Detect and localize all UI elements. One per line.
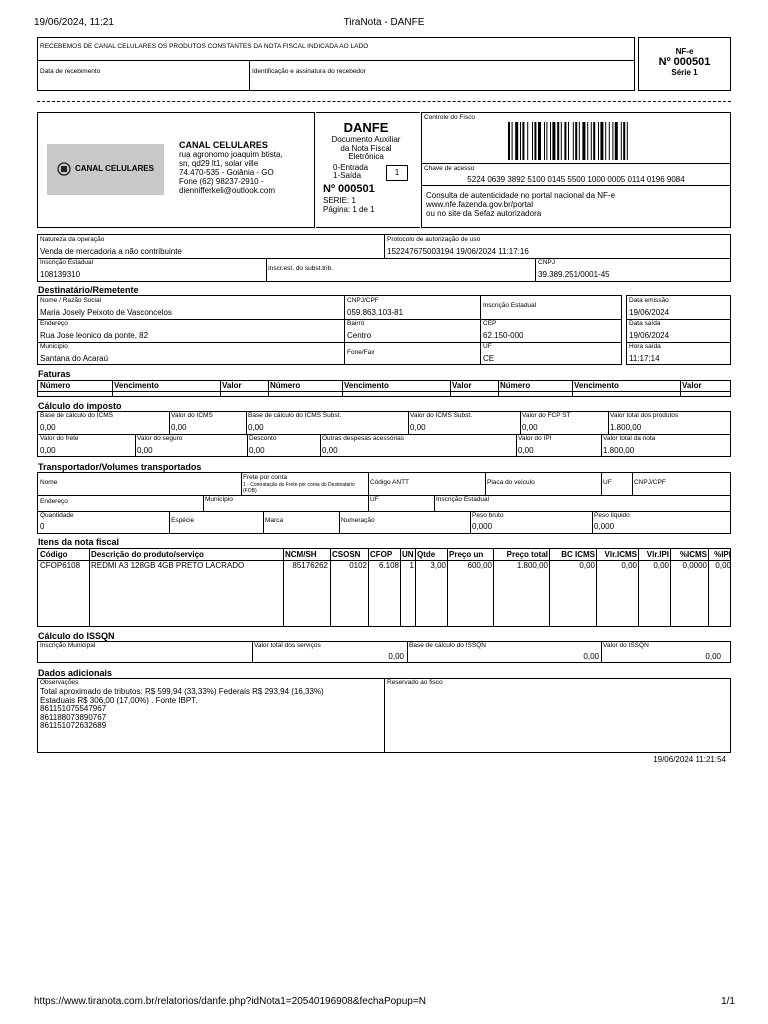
item-header-ipi-pct: %IPI — [714, 550, 731, 559]
issqn-valor-value: 0,00 — [705, 652, 721, 661]
item-qtde: 3,00 — [430, 561, 446, 570]
frete-value: 0,00 — [40, 446, 56, 455]
print-url[interactable]: https://www.tiranota.com.br/relatorios/danfe.php?idNota1=20540196908&fechaPopup=N — [34, 996, 426, 1007]
fcp-st-value: 0,00 — [522, 423, 538, 432]
nome-value: Maria Josely Peixoto de Vasconcelos — [40, 308, 172, 317]
item-header-un: UN — [402, 550, 414, 559]
transp-nome-label: Nome — [40, 479, 58, 486]
issqn-valor-label: Valor do ISSQN — [603, 642, 649, 649]
natureza-value: Venda de mercadoria a não contribuinte — [40, 247, 182, 256]
danfe-serie-page: SERIE: 1 Página: 1 de 1 — [323, 196, 375, 214]
receipt-number: Nº 000501 — [658, 56, 711, 68]
quantidade-label: Quantidade — [40, 512, 74, 519]
peso-bruto-label: Peso bruto — [472, 512, 504, 519]
item-csosn: 0102 — [349, 561, 367, 570]
bc-icms-label: Base de cálculo do ICMS — [40, 412, 113, 419]
seguro-value: 0,00 — [137, 446, 153, 455]
desconto-label: Desconto — [249, 435, 277, 442]
logo-icon — [57, 162, 71, 176]
destinatario-box — [37, 295, 622, 365]
item-un: 1 — [409, 561, 414, 570]
fisco-consulta: Consulta de autenticidade no portal nacional da NF-e www.nfe.fazenda.gov.br/portal ou no site da Sefaz autorizadora — [426, 191, 616, 218]
bairro-value: Centro — [347, 331, 372, 340]
marca-label: Marca — [265, 517, 284, 524]
receipt-date-label: Data de recebimento — [40, 68, 101, 75]
print-title: TiraNota - DANFE — [343, 17, 425, 28]
fatura-header-valor: Valor — [682, 381, 702, 390]
item-header-bc-icms: BC ICMS — [561, 550, 595, 559]
receipt-nfe-box — [638, 37, 731, 91]
icms-st-value: 0,00 — [410, 423, 426, 432]
endereco-value: Rua Jose leonico da ponte, 82 — [40, 331, 149, 340]
endereco-label: Endereço — [40, 320, 68, 327]
danfe-box — [316, 112, 420, 228]
logo-text: CANAL CELULARES — [75, 164, 154, 173]
cep-value: 62.150-000 — [483, 331, 524, 340]
issuer-name: CANAL CELULARES — [179, 140, 268, 150]
especie-label: Espécie — [171, 517, 195, 524]
fisco-chave: 5224 0639 3892 5100 0145 5500 1000 0005 0114 0196 9084 — [467, 175, 685, 184]
icms-value: 0,00 — [171, 423, 187, 432]
fcp-st-label: Valor do FCP ST — [522, 412, 571, 419]
item-header-preco-un: Preço un — [449, 550, 484, 559]
transp-ie-label: Inscrição Estadual — [436, 496, 490, 503]
fatura-header-valor: Valor — [222, 381, 242, 390]
item-preco-un: 600,00 — [467, 561, 492, 570]
print-page-count: 1/1 — [721, 996, 735, 1007]
danfe-subtitle: Documento Auxiliar da Nota Fiscal Eletrônica — [331, 135, 401, 161]
barcode-image — [508, 122, 720, 160]
destinatario-section: Destinatário/Remetente — [38, 285, 139, 295]
emissao-value: 19/06/2024 — [629, 308, 670, 317]
item-header-cfop: CFOP — [370, 550, 393, 559]
item-header-icms-pct: %ICMS — [679, 550, 707, 559]
transp-placa-label: Placa do veículo — [487, 479, 535, 486]
danfe-tipo-value: 1 — [386, 165, 408, 181]
item-bc-icms: 0,00 — [579, 561, 595, 570]
dates-box — [626, 295, 731, 365]
transportador-box — [37, 472, 731, 534]
operation-box — [37, 234, 731, 282]
item-codigo: CFOP6108 — [40, 561, 81, 570]
cpf-label: CNPJ/CPF — [347, 297, 379, 304]
dest-ie-label: Inscrição Estadual — [483, 302, 537, 309]
total-produtos-label: Valor total dos produtos — [610, 412, 679, 419]
item-header-qtde: Qtde — [417, 550, 436, 559]
obs-label: Observações — [40, 679, 79, 686]
imposto-section: Cálculo do imposto — [38, 401, 122, 411]
peso-liquido-label: Peso líquido — [594, 512, 630, 519]
imposto-box — [37, 411, 731, 457]
receipt-sign-label: Identificação e assinatura do recebedor — [252, 68, 366, 75]
item-header-descricao: Descrição do produto/serviço — [91, 550, 204, 559]
fisco-box — [421, 112, 731, 228]
item-descricao: REDMI A3 128GB 4GB PRETO LACRADO — [91, 561, 245, 570]
item-header-vlr-icms: Vlr.ICMS — [604, 550, 637, 559]
bc-icms-st-label: Base de cálculo do ICMS Subst. — [248, 412, 342, 419]
danfe-number: Nº 000501 — [323, 183, 375, 195]
uf-value: CE — [483, 354, 495, 363]
fatura-header-numero: Número — [270, 381, 301, 390]
emissao-label: Data emissão — [629, 297, 669, 304]
issqn-bc-value: 0,00 — [583, 652, 599, 661]
saida-label: Data saída — [629, 320, 661, 327]
transp-frete-label: Frete por conta — [243, 474, 288, 481]
item-header-ncm: NCM/SH — [285, 550, 317, 559]
fatura-header-numero: Número — [40, 381, 71, 390]
transp-frete-desc: 1 - Contratação do Frete por conta do Destinatário (FOB) — [243, 482, 355, 494]
total-nota-value: 1.800,00 — [603, 446, 635, 455]
danfe-title: DANFE — [343, 120, 389, 135]
bairro-label: Bairro — [347, 320, 365, 327]
municipio-value: Santana do Acaraú — [40, 354, 109, 363]
cut-line — [37, 101, 731, 102]
receipt-serie: Série 1 — [671, 68, 698, 77]
protocolo-label: Protocolo de autorização de uso — [387, 236, 481, 243]
issqn-bc-label: Base de cálculo do ISSQN — [409, 642, 486, 649]
desconto-value: 0,00 — [249, 446, 265, 455]
item-cfop: 6.108 — [378, 561, 399, 570]
item-header-codigo: Código — [40, 550, 68, 559]
issuer-address: rua agronomo joaquim btista, sn, qd29 lt1, solar ville 74.470-535 - Goiânia - GO Fone (62) 98237-2910 - diennifferkeli@outlook.com — [179, 150, 283, 195]
outras-label: Outras despesas acessórias — [322, 435, 405, 442]
fatura-header-vencimento: Vencimento — [114, 381, 159, 390]
bc-icms-value: 0,00 — [40, 423, 56, 432]
item-header-preco-total: Preço total — [506, 550, 548, 559]
itens-table — [37, 548, 731, 627]
receipt-stub — [37, 37, 635, 91]
issqn-servicos-label: Valor total dos serviços — [254, 642, 321, 649]
transp-uf2-label: UF — [370, 496, 379, 503]
hora-label: Hora saída — [629, 343, 661, 350]
fone-label: Fone/Fax — [347, 349, 375, 356]
issqn-im-label: Inscrição Municipal — [40, 642, 96, 649]
cep-label: CEP — [483, 320, 497, 327]
adicionais-box — [37, 678, 731, 753]
fatura-header-vencimento: Vencimento — [574, 381, 619, 390]
icms-st-label: Valor do ICMS Subst. — [410, 412, 473, 419]
faturas-section: Faturas — [38, 369, 71, 379]
cpf-value: 059.863.103-81 — [347, 308, 404, 317]
item-header-csosn: CSOSN — [332, 550, 361, 559]
issqn-section: Cálculo do ISSQN — [38, 631, 115, 641]
ie-label: Inscrição Estadual — [40, 259, 94, 266]
item-ncm: 85176262 — [292, 561, 328, 570]
fisco-controle-label: Controle do Fisco — [424, 114, 475, 121]
issqn-servicos-value: 0,00 — [388, 652, 404, 661]
municipio-label: Município — [40, 343, 68, 350]
item-vlr-icms: 0,00 — [621, 561, 637, 570]
seguro-label: Valor do seguro — [137, 435, 183, 442]
cnpj-label: CNPJ — [538, 259, 555, 266]
transp-uf-label: UF — [603, 479, 612, 486]
print-datetime: 19/06/2024, 11:21 — [34, 17, 114, 28]
ie-st-label: Inscr.est. do subst.trib. — [268, 265, 334, 272]
item-header-vlr-ipi: Vlr.IPI — [646, 550, 669, 559]
footer-timestamp: 19/06/2024 11:21:54 — [653, 755, 726, 764]
ipi-label: Valor do IPI — [518, 435, 552, 442]
nome-label: Nome / Razão Social — [40, 297, 102, 304]
issuer-logo — [47, 144, 164, 195]
bc-icms-st-value: 0,00 — [248, 423, 264, 432]
quantidade-value: 0 — [40, 522, 45, 531]
receipt-statement: RECEBEMOS DE CANAL CELULARES OS PRODUTOS CONSTANTES DA NOTA FISCAL INDICADA AO LADO — [40, 43, 369, 50]
natureza-label: Natureza da operação — [40, 236, 105, 243]
frete-label: Valor do frete — [40, 435, 79, 442]
fatura-header-vencimento: Vencimento — [344, 381, 389, 390]
transp-cnpj-label: CNPJ/CPF — [634, 479, 666, 486]
ie-value: 108139310 — [40, 270, 81, 279]
faturas-table — [37, 380, 731, 397]
receipt-nfe: NF-e — [675, 47, 694, 56]
peso-bruto-value: 0,000 — [472, 522, 493, 531]
transp-endereco-label: Endereço — [40, 498, 68, 505]
item-preco-total: 1.800,00 — [516, 561, 548, 570]
uf-label: UF — [483, 343, 492, 350]
item-ipi-pct: 0,00 — [715, 561, 731, 570]
transp-municipio-label: Município — [205, 496, 233, 503]
icms-label: Valor do ICMS — [171, 412, 213, 419]
issuer-box — [37, 112, 315, 228]
itens-section: Itens da nota fiscal — [38, 537, 120, 547]
fatura-header-numero: Número — [500, 381, 531, 390]
fisco-reservado-label: Reservado ao fisco — [387, 679, 443, 686]
fisco-chave-label: Chave de acesso — [424, 165, 475, 172]
total-nota-label: Valor total da nota — [603, 435, 656, 442]
outras-value: 0,00 — [322, 446, 338, 455]
fatura-header-valor: Valor — [452, 381, 472, 390]
transp-antt-label: Código ANTT — [370, 479, 410, 486]
hora-value: 11:17:14 — [629, 354, 660, 363]
peso-liquido-value: 0,000 — [594, 522, 615, 531]
obs-text: Total aproximado de tributos: R$ 599,94 (33,33%) Federais R$ 293,94 (16,33%) Estaduais R$ 306,00 (17,00%) . Fonte IBPT. 861151075547967 861188073890767 861151072632689 — [40, 687, 324, 730]
item-icms-pct: 0,0000 — [682, 561, 707, 570]
protocolo-value: 152247675003194 19/06/2024 11:17:16 — [387, 247, 529, 256]
item-vlr-ipi: 0,00 — [653, 561, 669, 570]
transportador-section: Transportador/Volumes transportados — [38, 462, 202, 472]
cnpj-value: 39.389.251/0001-45 — [538, 270, 610, 279]
saida-value: 19/06/2024 — [629, 331, 670, 340]
issqn-box — [37, 641, 731, 663]
adicionais-section: Dados adicionais — [38, 668, 113, 678]
ipi-value: 0,00 — [518, 446, 534, 455]
numeracao-label: Numeração — [341, 517, 375, 524]
total-produtos-value: 1.800,00 — [610, 423, 642, 432]
danfe-tipo-labels: 0-Entrada 1-Saída — [333, 163, 369, 180]
